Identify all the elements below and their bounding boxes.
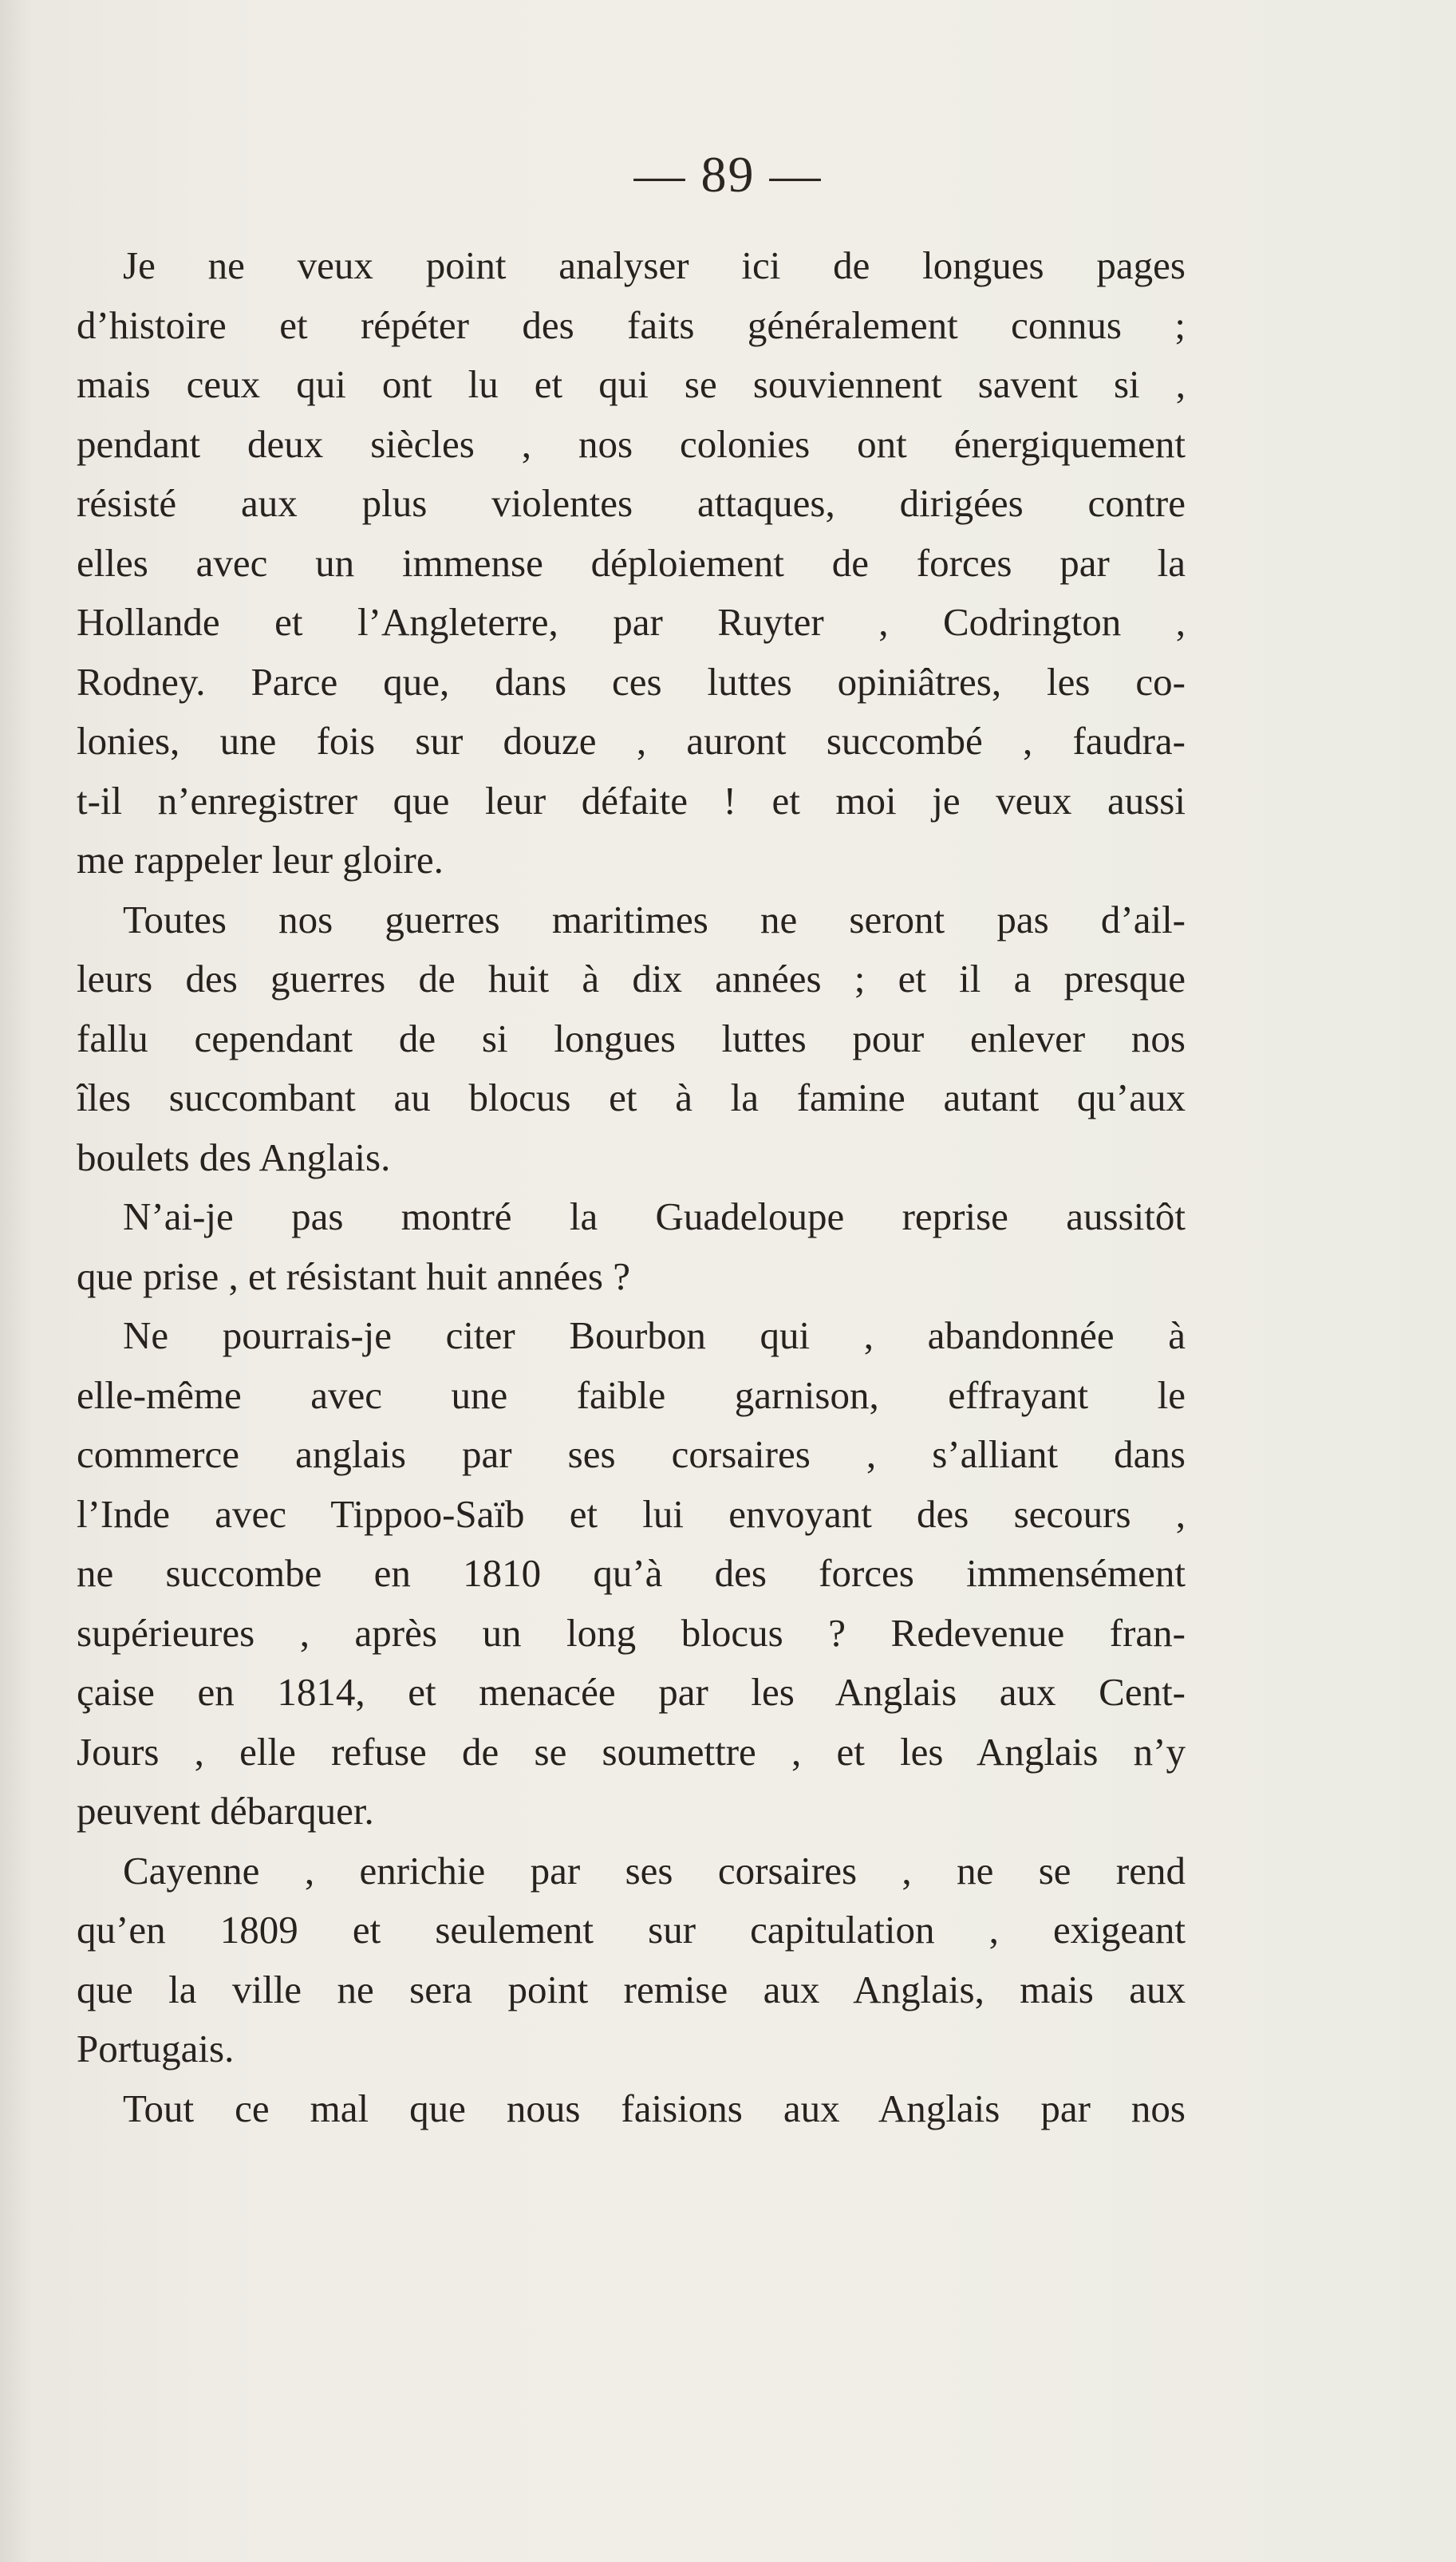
text-line: me rappeler leur gloire. bbox=[77, 838, 444, 882]
text-line: ne succombe en 1810 qu’à des forces immensément bbox=[77, 1551, 1186, 1595]
text-line: l’Inde avec Tippoo-Saïb et lui envoyant des secours , bbox=[77, 1491, 1186, 1536]
text-line: fallu cependant de si longues luttes pour enlever nos bbox=[77, 1016, 1186, 1060]
paragraph bbox=[77, 1842, 1186, 2079]
text-line: Hollande et l’Angleterre, par Ruyter , Codrington , bbox=[77, 600, 1186, 644]
text-line: commerce anglais par ses corsaires , s’alliant dans bbox=[77, 1432, 1186, 1476]
text-line: d’histoire et répéter des faits généralement connus ; bbox=[77, 302, 1186, 347]
text-line: elle-même avec une faible garnison, effrayant le bbox=[77, 1372, 1186, 1417]
paragraph bbox=[77, 236, 1186, 890]
text-line: qu’en 1809 et seulement sur capitulation , exigeant bbox=[77, 1908, 1186, 1952]
text-line: Cayenne , enrichie par ses corsaires , ne se rend bbox=[123, 1848, 1186, 1893]
text-line: Ne pourrais-je citer Bourbon qui , abandonnée à bbox=[123, 1313, 1186, 1357]
page-number: — 89 — bbox=[633, 146, 823, 203]
text-line: Portugais. bbox=[77, 2027, 235, 2071]
text-line: leurs des guerres de huit à dix années ; et il a presque bbox=[77, 957, 1186, 1001]
text-line: N’ai-je pas montré la Guadeloupe reprise aussitôt bbox=[123, 1194, 1186, 1238]
text-line: supérieures , après un long blocus ? Redevenue fran- bbox=[77, 1610, 1186, 1655]
text-line: boulets des Anglais. bbox=[77, 1135, 391, 1179]
text-line: Tout ce mal que nous faisions aux Anglais par nos bbox=[123, 2086, 1186, 2130]
text-line: peuvent débarquer. bbox=[77, 1789, 374, 1833]
text-line: que la ville ne sera point remise aux Anglais, mais aux bbox=[77, 1967, 1186, 2011]
text-line: elles avec un immense déploiement de forces par la bbox=[77, 540, 1186, 585]
text-line: mais ceux qui ont lu et qui se souviennent savent si , bbox=[77, 362, 1186, 406]
paragraph bbox=[77, 890, 1186, 1188]
paragraph bbox=[77, 1306, 1186, 1842]
text-line: çaise en 1814, et menacée par les Anglais aux Cent- bbox=[77, 1670, 1186, 1714]
body-text bbox=[77, 236, 1186, 2138]
text-line: Rodney. Parce que, dans ces luttes opiniâtres, les co- bbox=[77, 659, 1186, 704]
text-line: Jours , elle refuse de se soumettre , et les Anglais n’y bbox=[77, 1729, 1186, 1774]
text-line: îles succombant au blocus et à la famine autant qu’aux bbox=[77, 1076, 1186, 1119]
text-line: t-il n’enregistrer que leur défaite ! et moi je veux aussi bbox=[77, 778, 1186, 823]
paragraph bbox=[77, 1187, 1186, 1306]
text-line: Toutes nos guerres maritimes ne seront pas d’ail- bbox=[123, 897, 1186, 942]
paragraph bbox=[77, 2079, 1186, 2139]
text-line: lonies, une fois sur douze , auront succombé , faudra- bbox=[77, 719, 1186, 763]
text-line: Je ne veux point analyser ici de longues pages bbox=[123, 243, 1186, 287]
text-line: pendant deux siècles , nos colonies ont énergiquement bbox=[77, 421, 1186, 466]
text-line: que prise , et résistant huit années ? bbox=[77, 1253, 630, 1298]
text-line: résisté aux plus violentes attaques, dirigées contre bbox=[77, 481, 1186, 525]
